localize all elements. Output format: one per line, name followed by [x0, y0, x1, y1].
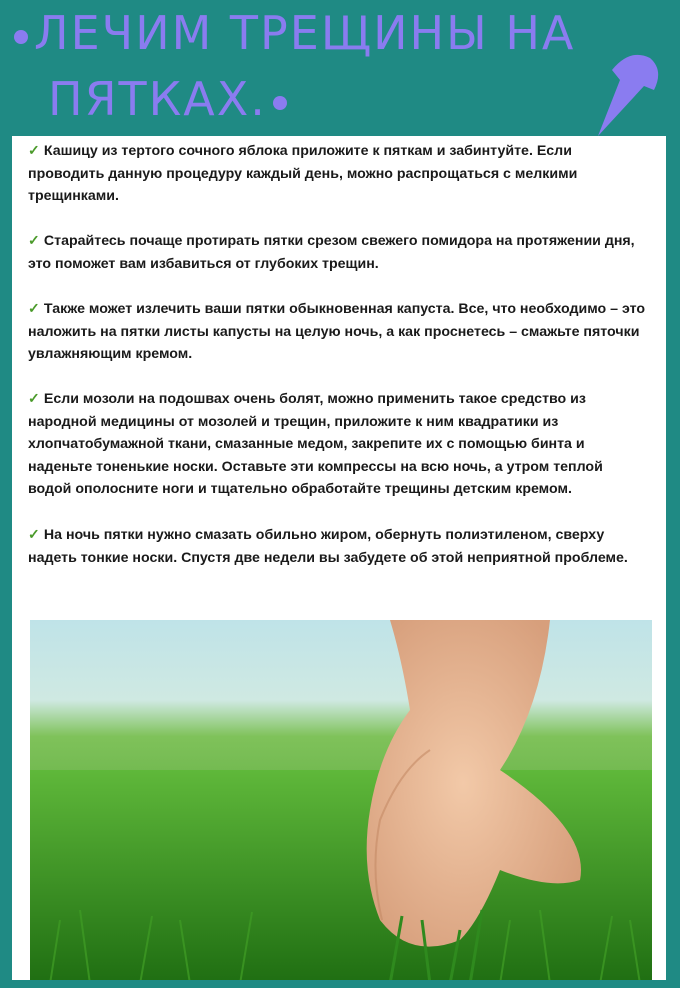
tip-text: На ночь пятки нужно смазать обильно жиром, обернуть полиэтиленом, сверху надеть тонкие носки. Спустя две недели вы забудете об этой неприятной проблеме.: [28, 527, 628, 566]
tip-paragraph: [28, 524, 646, 569]
bullet-dot-icon: [273, 96, 287, 110]
check-icon: ✓: [28, 143, 40, 159]
tip-text: Если мозоли на подошвах очень болят, можно применить такое средство из народной медицины от мозолей и трещин, приложите к ним квадратики из хлопчатобумажной ткани, смазанные медом, закрепите их с помощью бинта и наденьте тоненькие носки. Оставьте эти компрессы на всю ночь, а утром теплой водой ополосните ноги и тщательно обработайте трещины детским кремом.: [28, 391, 603, 498]
pointer-arrow-icon: [590, 40, 666, 140]
bottom-strip: [0, 980, 680, 988]
tip-paragraph: [28, 388, 646, 501]
tip-text: Кашицу из тертого сочного яблока приложите к пяткам и забинтуйте. Если проводить данную процедуру каждый день, можно распрощаться с мелкими трещинками.: [28, 143, 578, 205]
tip-text: Также может излечить ваши пятки обыкновенная капуста. Все, что необходимо – это наложить на пятки листы капусты на целую ночь, а как проснетесь – смажьте пяточки увлажняющим кремом.: [28, 301, 646, 363]
title-line-2: [48, 72, 293, 126]
header: [0, 0, 680, 140]
check-icon: ✓: [28, 301, 40, 317]
bare-foot-icon: [30, 620, 652, 984]
title-text-1: ЛЕЧИМ ТРЕЩИНЫ НА: [34, 6, 576, 60]
tip-paragraph: [28, 230, 646, 275]
tip-paragraph: [28, 140, 646, 208]
foot-on-grass-photo: [30, 620, 652, 984]
check-icon: ✓: [28, 527, 40, 543]
tip-paragraph: [28, 298, 646, 366]
bullet-dot-icon: [14, 30, 28, 44]
content-card: [12, 136, 666, 988]
tip-text: Старайтесь почаще протирать пятки срезом свежего помидора на протяжении дня, это поможет вам избавиться от глубоких трещин.: [28, 233, 635, 272]
title-text-2: ПЯТКАХ.: [48, 72, 267, 126]
check-icon: ✓: [28, 233, 40, 249]
title-line-1: [8, 6, 575, 60]
check-icon: ✓: [28, 391, 40, 407]
